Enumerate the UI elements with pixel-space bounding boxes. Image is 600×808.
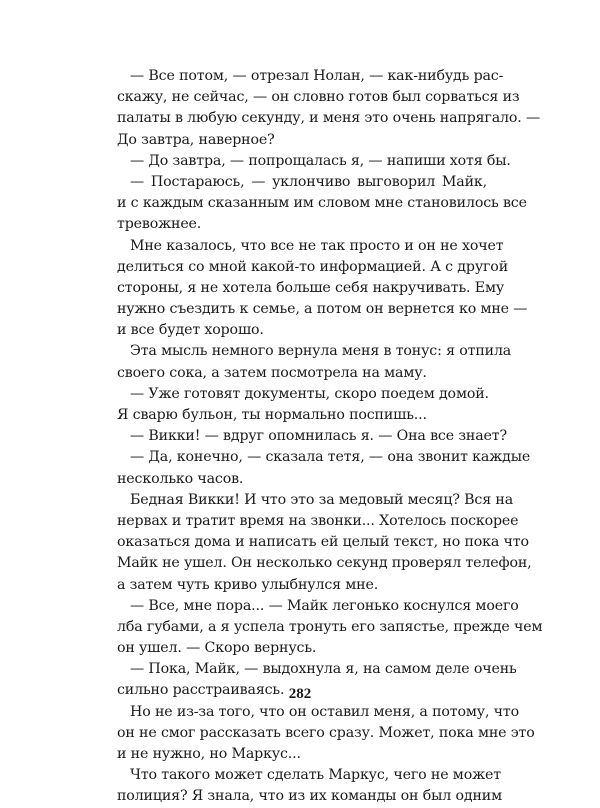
text-line: нервах и тратит время на звонки... Хотелось поскорее <box>117 512 519 529</box>
text-line: — До завтра, — попрощалась я, — напиши хотя бы. <box>130 152 511 169</box>
text-line: и с каждым сказанным им словом мне становилось все <box>117 195 527 212</box>
text-line: Но не из-за того, что он оставил меня, а потому, что <box>130 703 520 720</box>
text-line: Мне казалось, что все не так просто и он не хочет <box>130 237 504 254</box>
text-line: и не нужно, но Маркус... <box>117 746 301 762</box>
text-line: — Все потом, — отрезал Нолан, — как-нибудь рас- <box>130 68 504 84</box>
text-line: До завтра, наверное? <box>117 131 275 148</box>
text-line: Я сварю бульон, ты нормально поспишь... <box>117 407 427 423</box>
text-line: тревожнее. <box>117 216 202 233</box>
text-line: несколько часов. <box>117 470 244 487</box>
text-line: Что такого может сделать Маркус, чего не может <box>130 767 501 784</box>
text-line: а затем чуть криво улыбнулся мне. <box>117 576 379 593</box>
text-line: — Уже готовят документы, скоро поедем домой. <box>130 385 489 402</box>
text-line: Бедная Викки! И что это за медовый месяц? Вся на <box>130 491 513 508</box>
text-line: лба губами, а я успела тронуть его запястье, прежде чем <box>117 618 543 635</box>
text-line: стороны, я не хотела больше себя накручивать. Ему <box>117 279 505 296</box>
text-line: и все будет хорошо. <box>117 322 264 339</box>
text-line: сильно расстраиваясь. <box>117 682 285 699</box>
text-line: скажу, не сейчас, — он словно готов был сорваться из <box>117 89 520 106</box>
text-line: Майк не ушел. Он несколько секунд проверял телефон, <box>117 555 532 572</box>
text-line: — Да, конечно, — сказала тетя, — она звонит каждые <box>130 449 531 466</box>
text-line: полиция? Я знала, что из их команды он был одним <box>117 788 502 805</box>
text-line: — Пока, Майк, — выдохнула я, на самом деле очень <box>130 661 517 678</box>
text-line: он ушел. — Скоро вернусь. <box>117 640 317 657</box>
text-line: оказаться дома и написать ей целый текст, но пока что <box>117 534 529 551</box>
text-line: — Все, мне пора... — Майк легонько коснулся моего <box>130 597 519 614</box>
text-line: он не смог рассказать всего сразу. Может, пока мне это <box>117 724 535 741</box>
text-line: — Викки! — вдруг опомнилась я. — Она все знает? <box>130 428 507 445</box>
page-number: 282 <box>288 686 312 702</box>
text-line: — Постараюсь, — уклончиво выговорил Майк, <box>130 173 487 190</box>
text-line: нужно съездить к семье, а потом он вернется ко мне — <box>117 301 528 318</box>
text-line: своего сока, а затем посмотрела на маму. <box>117 364 427 381</box>
text-line: делиться со мной какой-то информацией. А с другой <box>117 258 509 275</box>
text-line: палаты в любую секунду, и меня это очень напрягало. — <box>117 110 541 127</box>
text-line: Эта мысль немного вернула меня в тонус: я отпила <box>130 343 512 360</box>
